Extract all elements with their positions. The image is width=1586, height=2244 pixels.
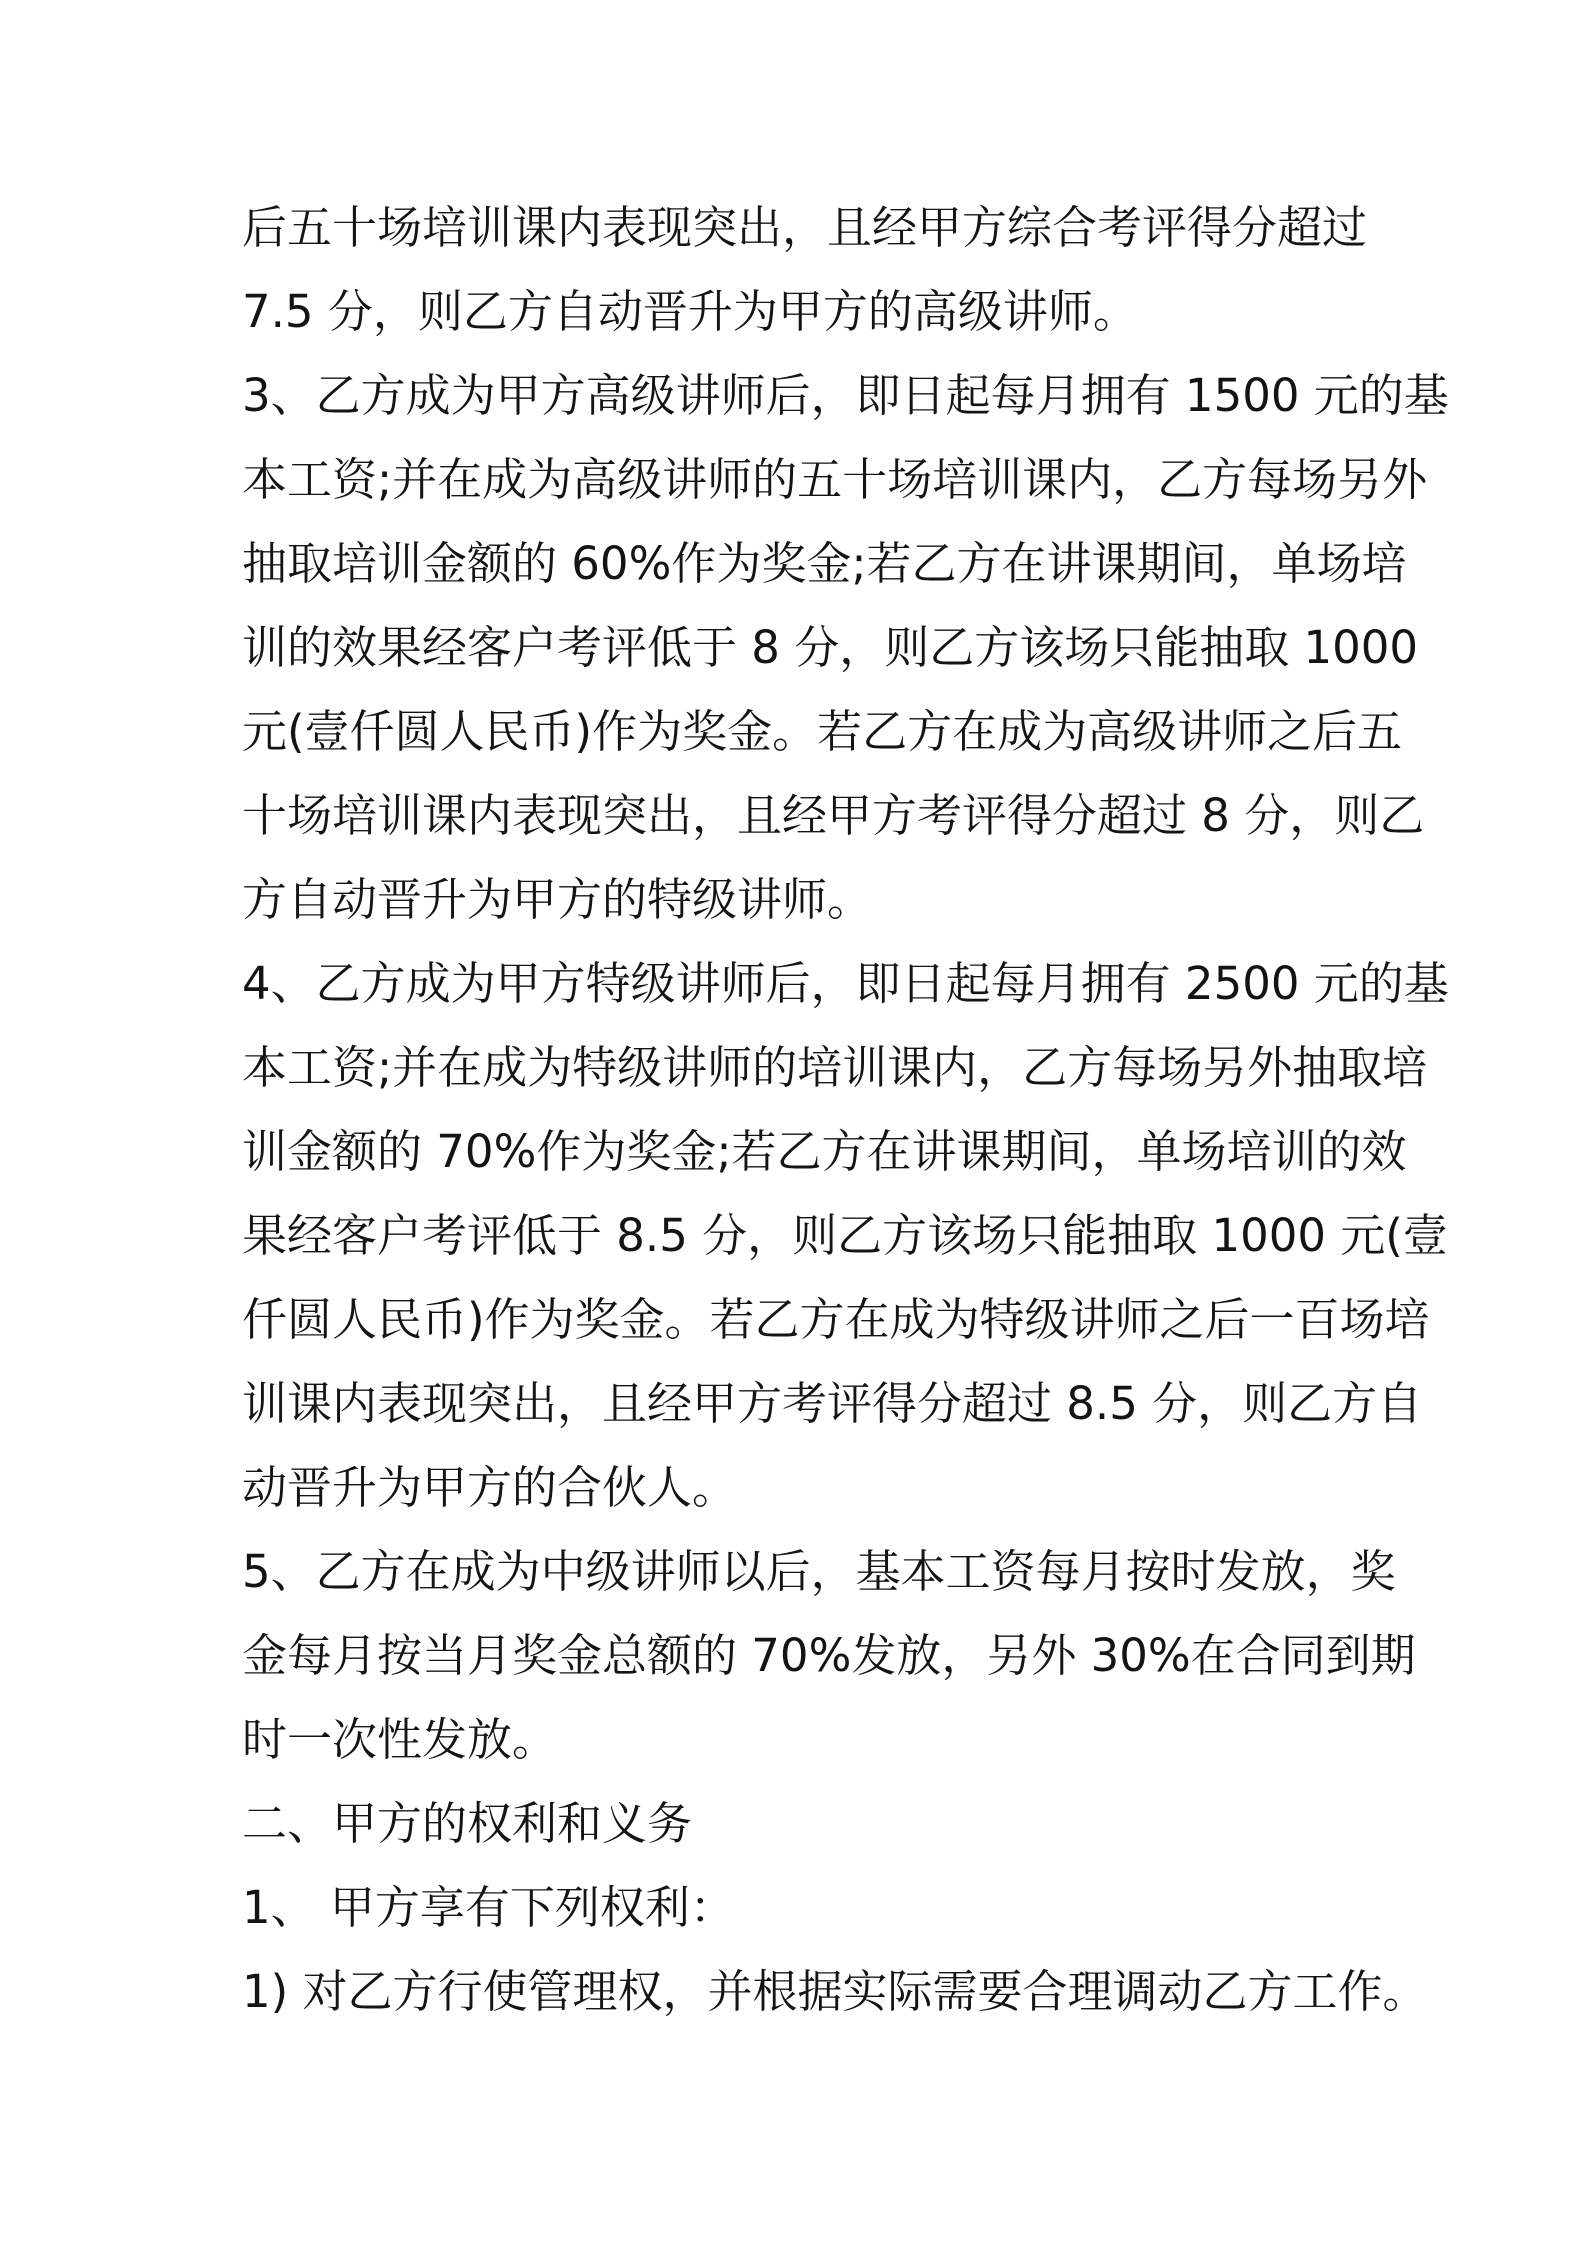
- text-line: 5、乙方在成为中级讲师以后，基本工资每月按时发放，奖: [242, 1545, 1396, 1598]
- text-line: 果经客户考评低于 8.5 分，则乙方该场只能抽取 1000 元(壹: [242, 1209, 1448, 1262]
- text-line: 抽取培训金额的 60%作为奖金;若乙方在讲课期间，单场培: [242, 537, 1407, 590]
- text-line: 训金额的 70%作为奖金;若乙方在讲课期间，单场培训的效: [242, 1125, 1407, 1178]
- text-line: 3、乙方成为甲方高级讲师后，即日起每月拥有 1500 元的基: [242, 369, 1449, 422]
- text-line: 1) 对乙方行使管理权，并根据实际需要合理调动乙方工作。: [242, 1965, 1428, 2018]
- text-line: 仟圆人民币)作为奖金。若乙方在成为特级讲师之后一百场培: [242, 1293, 1430, 1346]
- text-line: 方自动晋升为甲方的特级讲师。: [242, 873, 873, 926]
- text-line: 后五十场培训课内表现突出，且经甲方综合考评得分超过: [242, 201, 1368, 254]
- text-line: 训课内表现突出，且经甲方考评得分超过 8.5 分，则乙方自: [242, 1377, 1423, 1430]
- subsection-heading: 1、 甲方享有下列权利：: [242, 1881, 735, 1934]
- section-heading: 二、甲方的权利和义务: [242, 1797, 693, 1850]
- text-line: 训的效果经客户考评低于 8 分，则乙方该场只能抽取 1000: [242, 621, 1419, 674]
- text-line: 本工资;并在成为特级讲师的培训课内，乙方每场另外抽取培: [242, 1041, 1428, 1094]
- text-line: 金每月按当月奖金总额的 70%发放，另外 30%在合同到期: [242, 1629, 1416, 1682]
- text-line: 时一次性发放。: [242, 1713, 558, 1766]
- text-line: 7.5 分，则乙方自动晋升为甲方的高级讲师。: [242, 285, 1138, 338]
- text-line: 4、乙方成为甲方特级讲师后，即日起每月拥有 2500 元的基: [242, 957, 1449, 1010]
- contract-text: [242, 186, 1449, 2034]
- text-line: 元(壹仟圆人民币)作为奖金。若乙方在成为高级讲师之后五: [242, 705, 1403, 758]
- text-line: 十场培训课内表现突出，且经甲方考评得分超过 8 分，则乙: [242, 789, 1425, 842]
- text-line: 动晋升为甲方的合伙人。: [242, 1461, 738, 1514]
- text-line: 本工资;并在成为高级讲师的五十场培训课内，乙方每场另外: [242, 453, 1428, 506]
